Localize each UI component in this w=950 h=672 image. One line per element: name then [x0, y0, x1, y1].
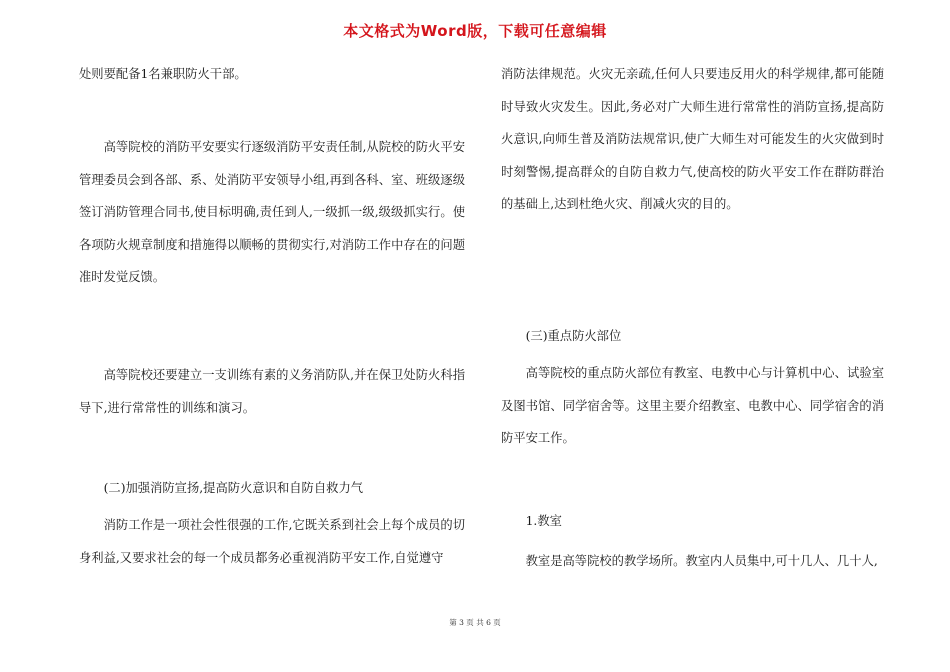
paragraph-left-2: 高等院校的消防平安要实行逐级消防平安责任制,从院校的防火平安管理委员会到各部、系、处消防平安领导小组,再到各科、室、班级逐级签订消防管理合同书,使目标明确,责任到人,一级抓一级,级级抓实行。使各项防火规章制度和措施得以顺畅的贯彻实行,对消防工作中存在的问题准时发觉反馈。 — [79, 140, 465, 284]
subsection-heading-classroom: 1.教室 — [525, 514, 562, 528]
left-column — [79, 0, 489, 620]
paragraph-left-1: 处则要配备1名兼职防火干部。 — [79, 67, 247, 81]
paragraph-right-2: 高等院校的重点防火部位有教室、电教中心与计算机中心、试验室及图书馆、同学宿舍等。这里主要介绍教室、电教中心、同学宿舍的消防平安工作。 — [501, 366, 884, 445]
paragraph-left-4: 消防工作是一项社会性很强的工作,它既关系到社会上每个成员的切身利益,又要求社会的每一个成员都务必重视消防平安工作,自觉遵守 — [79, 518, 465, 565]
right-column — [501, 0, 886, 620]
page-number-footer: 第 3 页 共 6 页 — [449, 618, 501, 627]
section-heading-2: (二)加强消防宣扬,提高防火意识和自防自救力气 — [103, 481, 364, 495]
paragraph-right-1: 消防法律规范。火灾无亲疏,任何人只要违反用火的科学规律,都可能随时导致火灾发生。因此,务必对广大师生进行常常性的消防宣扬,提高防火意识,向师生普及消防法规常识,使广大师生对可能发生的火灾做到时时刻警惕,提高群众的自防自救力气,使高校的防火平安工作在群防群治的基础上,达到杜绝火灾、削减火灾的目的。 — [501, 67, 884, 211]
section-heading-3: (三)重点防火部位 — [525, 329, 622, 343]
document-header-title: 本文格式为Word版，下载可任意编辑 — [343, 22, 607, 40]
paragraph-left-3: 高等院校还要建立一支训练有素的义务消防队,并在保卫处防火科指导下,进行常常性的训练和演习。 — [79, 368, 465, 415]
paragraph-right-3: 教室是高等院校的教学场所。教室内人员集中,可十几人、几十人, — [525, 554, 878, 568]
